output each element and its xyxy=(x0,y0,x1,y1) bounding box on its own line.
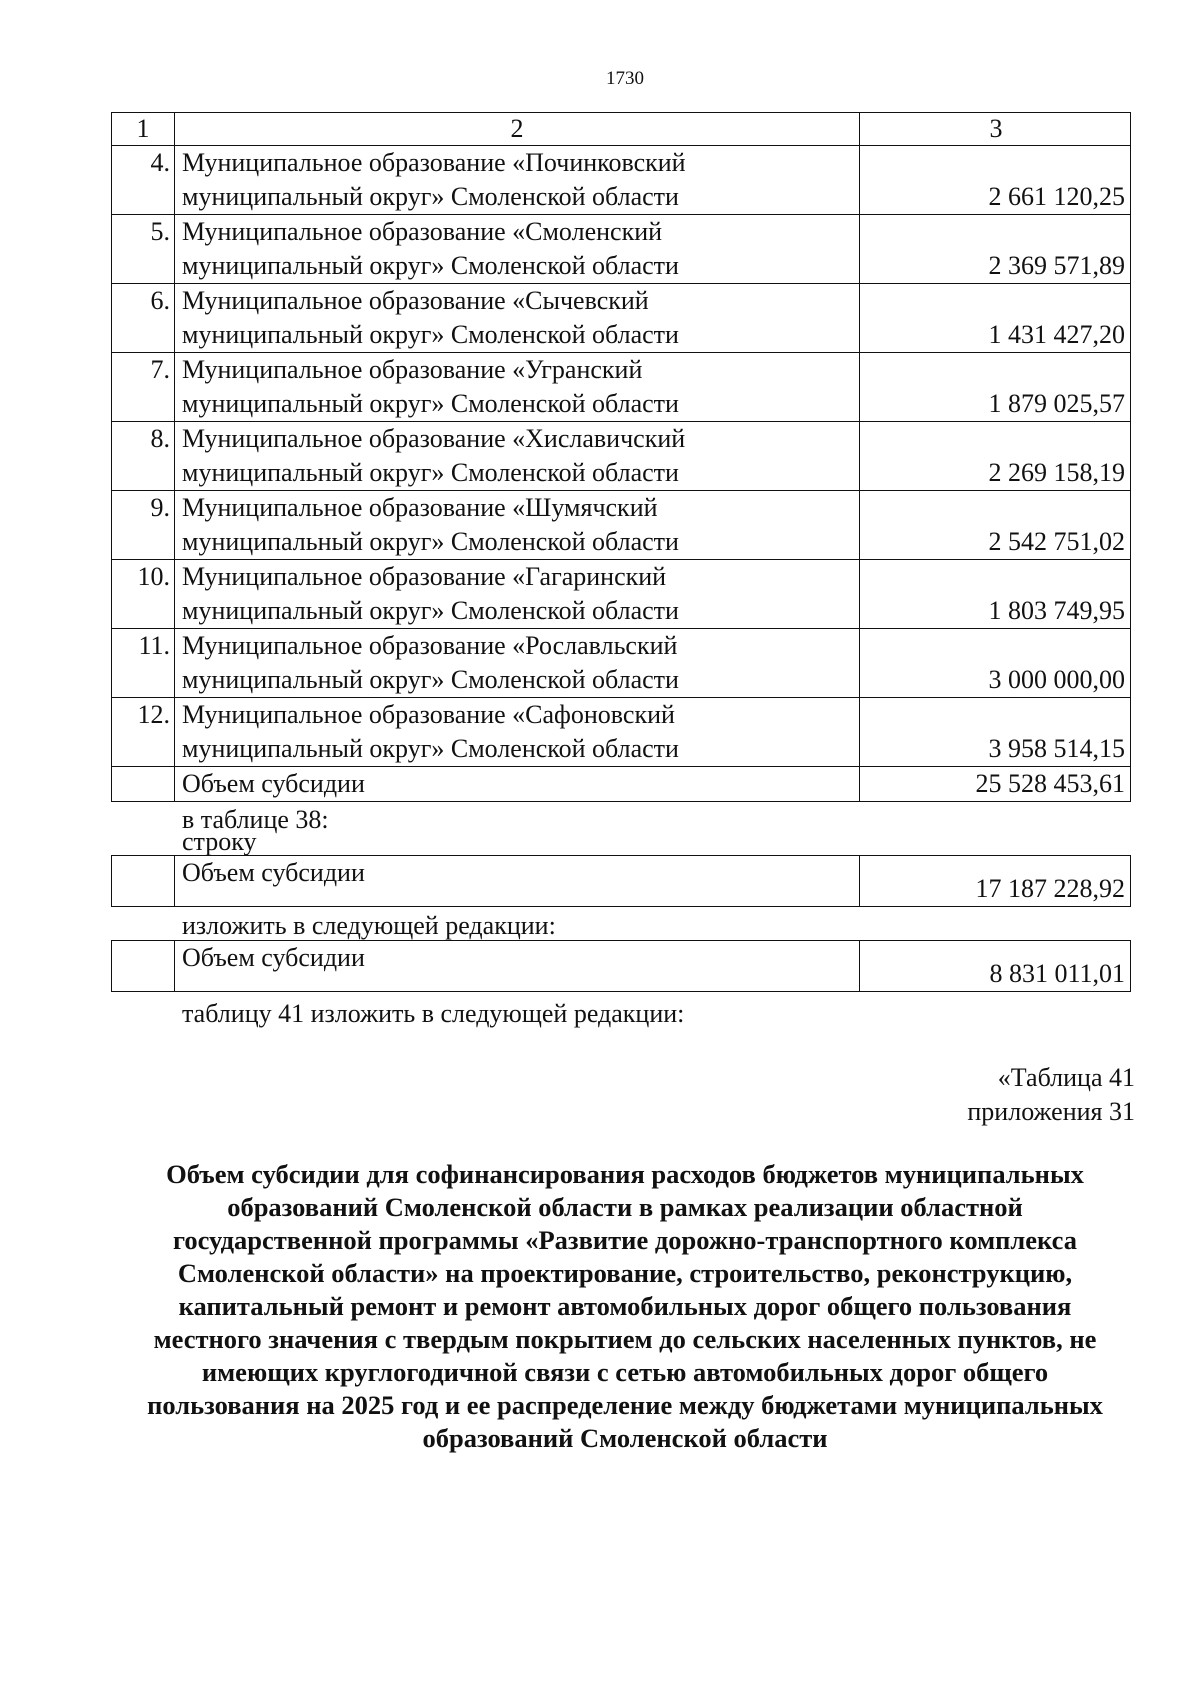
row-number: 4. xyxy=(112,146,175,215)
table-row xyxy=(112,284,1131,353)
text-in-table-38: в таблице 38: xyxy=(182,805,329,834)
subsidy-table xyxy=(111,112,1131,802)
row-name-line2: муниципальный округ» Смоленской области xyxy=(182,734,679,763)
row-name-line1: Муниципальное образование «Починковский xyxy=(182,148,686,177)
row-name-line1: Муниципальное образование «Сычевский xyxy=(182,286,649,315)
row-number: 8. xyxy=(112,422,175,491)
row-name-line2: муниципальный округ» Смоленской области xyxy=(182,527,679,556)
row-number: 6. xyxy=(112,284,175,353)
row-name xyxy=(175,422,860,491)
row-value: 3 958 514,15 xyxy=(860,698,1131,767)
row-value: 2 542 751,02 xyxy=(860,491,1131,560)
row-name-line2: муниципальный округ» Смоленской области xyxy=(182,665,679,694)
row-value: 2 269 158,19 xyxy=(860,422,1131,491)
page-number: 1730 xyxy=(606,68,644,89)
table-row xyxy=(112,698,1131,767)
row-name-line1: Муниципальное образование «Сафоновский xyxy=(182,700,675,729)
title-line: Смоленской области» на проектирование, строительство, реконструкцию, xyxy=(177,1258,1073,1288)
header-cell-3: 3 xyxy=(860,113,1131,146)
row-number: 11. xyxy=(112,629,175,698)
old-total-row xyxy=(112,856,1131,907)
row-name xyxy=(175,629,860,698)
row-name-line1: Муниципальное образование «Шумячский xyxy=(182,493,658,522)
total-value: 25 528 453,61 xyxy=(860,767,1131,802)
row-value: 1 803 749,95 xyxy=(860,560,1131,629)
table-row xyxy=(112,215,1131,284)
row-name xyxy=(175,215,860,284)
new-row-value: 8 831 011,01 xyxy=(860,941,1131,992)
table-header-row xyxy=(112,113,1131,146)
total-row xyxy=(112,767,1131,802)
title-line: капитальный ремонт и ремонт автомобильных дорог общего пользования xyxy=(178,1291,1072,1321)
text-table41-set-out: таблицу 41 изложить в следующей редакции: xyxy=(182,999,685,1028)
table-row xyxy=(112,491,1131,560)
row-name xyxy=(175,284,860,353)
title-line: образований Смоленской области в рамках реализации областной xyxy=(227,1192,1023,1222)
row-number: 9. xyxy=(112,491,175,560)
row-number: 10. xyxy=(112,560,175,629)
new-total-row-table xyxy=(111,940,1131,992)
row-name-line2: муниципальный округ» Смоленской области xyxy=(182,251,679,280)
table-ref-line2: приложения 31 xyxy=(967,1097,1135,1126)
text-set-out: изложить в следующей редакции: xyxy=(182,911,556,940)
row-value: 3 000 000,00 xyxy=(860,629,1131,698)
total-num-cell xyxy=(112,767,175,802)
row-value: 1 431 427,20 xyxy=(860,284,1131,353)
row-name-line2: муниципальный округ» Смоленской области xyxy=(182,320,679,349)
header-cell-2: 2 xyxy=(175,113,860,146)
row-value: 2 661 120,25 xyxy=(860,146,1131,215)
header-cell-1: 1 xyxy=(112,113,175,146)
row-name xyxy=(175,491,860,560)
title-line: образований Смоленской области xyxy=(422,1423,828,1453)
old-row-num-cell xyxy=(112,856,175,907)
row-name xyxy=(175,353,860,422)
row-name xyxy=(175,560,860,629)
row-name-line1: Муниципальное образование «Угранский xyxy=(182,355,643,384)
title-line: местного значения с твердым покрытием до сельских населенных пунктов, не xyxy=(153,1324,1097,1354)
title-line: имеющих круглогодичной связи с сетью автомобильных дорог общего xyxy=(201,1357,1049,1387)
row-name-line1: Муниципальное образование «Рославльский xyxy=(182,631,678,660)
title-line: государственной программы «Развитие дорожно-транспортного комплекса xyxy=(173,1225,1077,1255)
row-name-line2: муниципальный округ» Смоленской области xyxy=(182,458,679,487)
new-total-row xyxy=(112,941,1131,992)
text-row-word: строку xyxy=(182,827,257,856)
row-name-line2: муниципальный округ» Смоленской области xyxy=(182,389,679,418)
table-row xyxy=(112,146,1131,215)
row-name xyxy=(175,146,860,215)
table-row xyxy=(112,629,1131,698)
old-total-row-table xyxy=(111,855,1131,907)
table-row xyxy=(112,560,1131,629)
row-name-line2: муниципальный округ» Смоленской области xyxy=(182,182,679,211)
row-name-line1: Муниципальное образование «Смоленский xyxy=(182,217,663,246)
row-number: 5. xyxy=(112,215,175,284)
table-ref-line1: «Таблица 41 xyxy=(997,1063,1135,1092)
row-name-line1: Муниципальное образование «Хиславичский xyxy=(182,424,686,453)
table-row xyxy=(112,353,1131,422)
old-row-value: 17 187 228,92 xyxy=(860,856,1131,907)
row-number: 7. xyxy=(112,353,175,422)
table-row xyxy=(112,422,1131,491)
title-line: Объем субсидии для софинансирования расходов бюджетов муниципальных xyxy=(166,1159,1084,1189)
row-name xyxy=(175,698,860,767)
new-row-num-cell xyxy=(112,941,175,992)
title-line: пользования на 2025 год и ее распределение между бюджетами муниципальных xyxy=(147,1390,1103,1420)
row-name-line1: Муниципальное образование «Гагаринский xyxy=(182,562,667,591)
row-value: 2 369 571,89 xyxy=(860,215,1131,284)
table-41-title xyxy=(80,1158,1170,1455)
total-label: Объем субсидии xyxy=(175,767,860,802)
row-number: 12. xyxy=(112,698,175,767)
old-row-label: Объем субсидии xyxy=(175,856,860,907)
row-value: 1 879 025,57 xyxy=(860,353,1131,422)
new-row-label: Объем субсидии xyxy=(175,941,860,992)
row-name-line2: муниципальный округ» Смоленской области xyxy=(182,596,679,625)
